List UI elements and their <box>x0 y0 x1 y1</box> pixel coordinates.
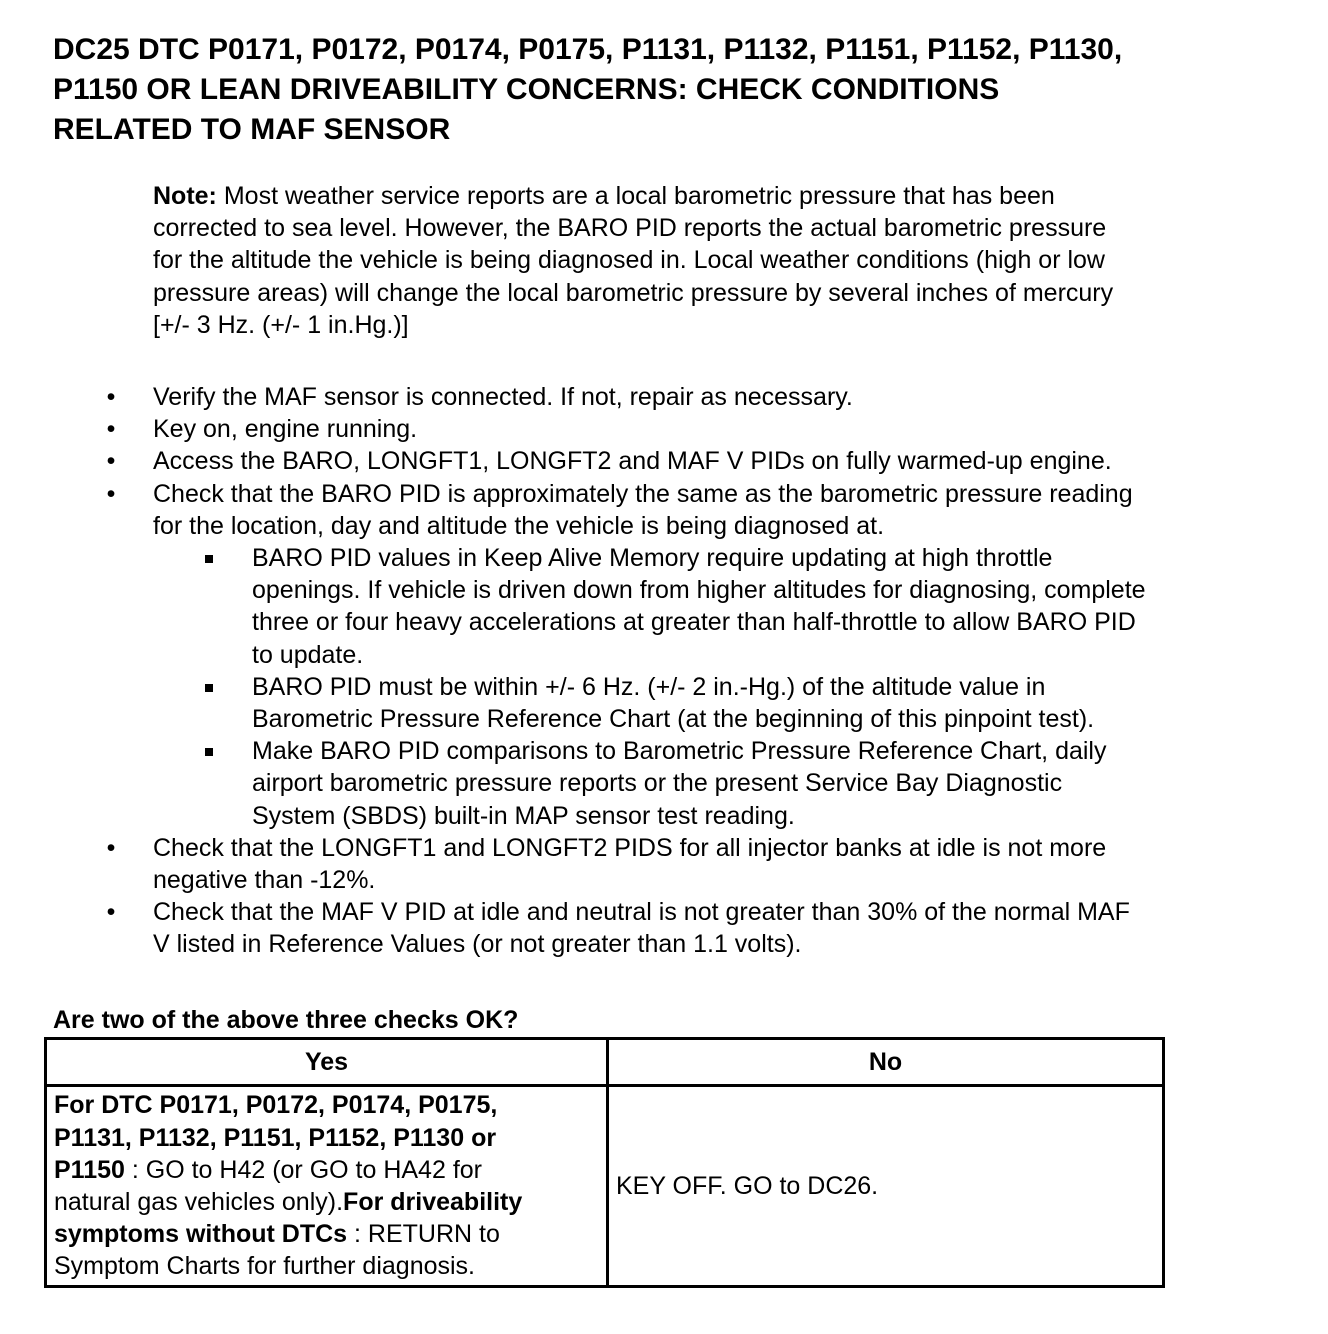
check-list <box>0 381 1328 961</box>
yes-bold-text: For DTC P0171, P0172, P0174, P0175, <box>54 1091 498 1120</box>
sub-list-item <box>0 735 1328 832</box>
yes-text: : RETURN to <box>347 1220 500 1249</box>
sub-item-text: openings. If vehicle is driven down from higher altitudes for diagnosing, complete <box>252 576 1146 605</box>
square-bullet-icon <box>205 555 213 563</box>
bullet-icon: • <box>106 383 116 411</box>
list-item <box>0 445 1328 477</box>
table-header-row <box>46 1039 1164 1086</box>
title-line: RELATED TO MAF SENSOR <box>53 113 451 146</box>
list-item <box>0 413 1328 445</box>
sub-list-item <box>0 542 1328 671</box>
note-line: for the altitude the vehicle is being diagnosed in. Local weather conditions (high or low <box>153 246 1105 275</box>
note-label: Note: <box>153 182 217 210</box>
note-line: [+/- 3 Hz. (+/- 1 in.Hg.)] <box>153 310 409 339</box>
sub-item-text: airport barometric pressure reports or the present Service Bay Diagnostic <box>252 769 1063 798</box>
yes-text: Symptom Charts for further diagnosis. <box>54 1252 475 1281</box>
note-text: Most weather service reports are a local barometric pressure that has been <box>216 182 1055 210</box>
sub-item-text: Make BARO PID comparisons to Barometric Pressure Reference Chart, daily <box>252 737 1107 766</box>
sub-list-item <box>0 671 1328 735</box>
list-item <box>0 478 1328 832</box>
yes-bold-text: P1150 <box>54 1155 125 1184</box>
list-item-text: negative than -12%. <box>153 866 376 895</box>
list-item-text: for the location, day and altitude the vehicle is being diagnosed at. <box>153 511 885 540</box>
yes-line <box>54 1154 599 1186</box>
yes-bold-text: P1131, P1132, P1151, P1152, P1130 or <box>54 1123 497 1152</box>
yes-line <box>54 1089 599 1121</box>
yes-text: natural gas vehicles only). <box>54 1188 344 1216</box>
note-block <box>153 180 1273 341</box>
list-item-text: Check that the LONGFT1 and LONGFT2 PIDS for all injector banks at idle is not more <box>153 833 1107 862</box>
bullet-icon: • <box>106 415 116 444</box>
sub-item-text: Barometric Pressure Reference Chart (at the beginning of this pinpoint test). <box>252 705 1095 734</box>
sub-item-text: System (SBDS) built-in MAP sensor test reading. <box>252 801 795 830</box>
yes-header: Yes <box>46 1039 608 1086</box>
title-line: P1150 OR LEAN DRIVEABILITY CONCERNS: CHECK CONDITIONS <box>53 73 1000 106</box>
sub-item-text: BARO PID values in Keep Alive Memory require updating at high throttle <box>252 544 1053 573</box>
no-cell: KEY OFF. GO to DC26. <box>608 1086 1164 1287</box>
list-item <box>0 381 1328 413</box>
list-item-text: Access the BARO, LONGFT1, LONGFT2 and MAF V PIDs on fully warmed-up engine. <box>153 447 1112 476</box>
sub-item-text: to update. <box>252 640 364 669</box>
decision-table <box>44 1037 1165 1288</box>
yes-cell <box>46 1086 608 1287</box>
note-line: corrected to sea level. However, the BARO PID reports the actual barometric pressure <box>153 214 1107 243</box>
yes-text: : GO to H42 (or GO to HA42 for <box>124 1155 482 1184</box>
table-row <box>46 1086 1164 1287</box>
square-bullet-icon <box>205 684 213 692</box>
page-title <box>53 30 1293 150</box>
sub-item-text: BARO PID must be within +/- 6 Hz. (+/- 2 in.-Hg.) of the altitude value in <box>252 672 1046 701</box>
decision-question: Are two of the above three checks OK? <box>53 1006 519 1034</box>
yes-line <box>54 1186 599 1218</box>
sub-item-text: three or four heavy accelerations at greater than half-throttle to allow BARO PID <box>252 608 1136 637</box>
yes-bold-text: For driveability <box>343 1188 523 1216</box>
list-item <box>0 832 1328 896</box>
note-line: pressure areas) will change the local barometric pressure by several inches of mercury <box>153 278 1114 307</box>
bullet-icon: • <box>106 447 116 476</box>
list-item-text: Check that the MAF V PID at idle and neutral is not greater than 30% of the normal MAF <box>153 898 1130 927</box>
bullet-icon: • <box>106 479 116 508</box>
bullet-icon: • <box>106 898 116 927</box>
no-header: No <box>608 1039 1164 1086</box>
note-line <box>153 180 1273 212</box>
square-bullet-icon <box>205 748 213 756</box>
list-item-text: V listed in Reference Values (or not greater than 1.1 volts). <box>153 930 802 959</box>
yes-bold-text: symptoms without DTCs <box>54 1220 348 1249</box>
title-line: DC25 DTC P0171, P0172, P0174, P0175, P1131, P1132, P1151, P1152, P1130, <box>53 33 1123 66</box>
list-item-text: Key on, engine running. <box>153 415 418 444</box>
list-item-text: Check that the BARO PID is approximately the same as the barometric pressure reading <box>153 479 1133 508</box>
yes-line <box>54 1122 599 1154</box>
bullet-icon: • <box>106 833 116 862</box>
yes-line <box>54 1218 599 1250</box>
list-item-text: Verify the MAF sensor is connected. If not, repair as necessary. <box>153 383 853 411</box>
yes-line <box>54 1250 599 1282</box>
list-item <box>0 896 1328 960</box>
